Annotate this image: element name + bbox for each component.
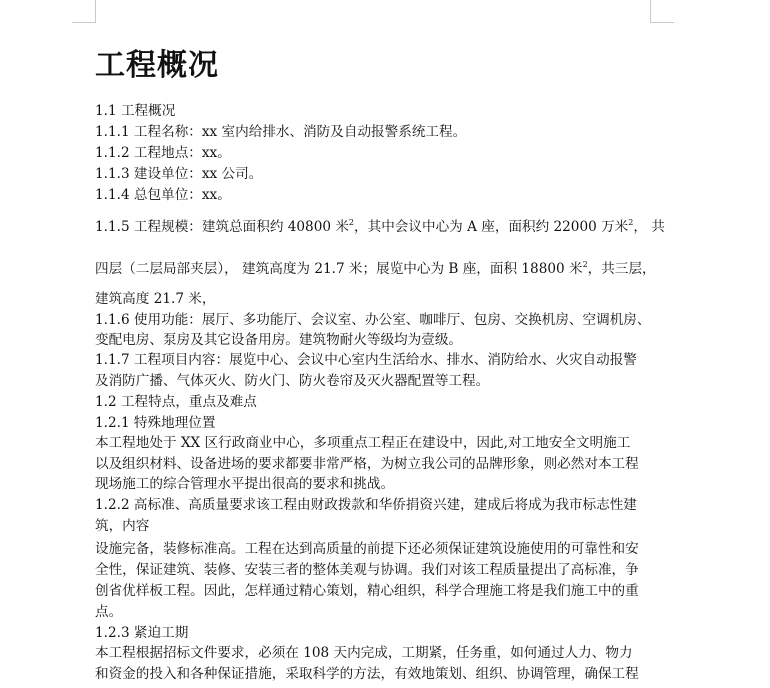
scale-text-b: ，其中会议中心为 A 座，面积约 22000 万米 xyxy=(354,219,629,235)
text-line-scale xyxy=(95,218,665,236)
margin-mark-top-right-vertical xyxy=(650,0,651,22)
text-line: 变配电房、泵房及其它设备用房。建筑物耐火等级均为壹级。 xyxy=(95,332,463,348)
text-line: 1.2.2 高标准、高质量要求该工程由财政拨款和华侨捐资兴建，建成后将成为我市标志性建 xyxy=(95,497,637,513)
margin-mark-top-right xyxy=(650,12,674,23)
text-line: 设施完备，装修标准高。工程在达到高质量的前提下还必须保证建筑设施使用的可靠性和安 xyxy=(95,541,639,557)
text-line: 本工程根据招标文件要求，必须在 108 天内完成，工期紧，任务重，如何通过人力、物力 xyxy=(95,645,633,661)
text-line: 以及组织材料、设备进场的要求都要非常严格，为树立我公司的品牌形象，则必然对本工程 xyxy=(95,456,639,472)
subsection-heading: 1.2.1 特殊地理位置 xyxy=(95,415,216,431)
margin-mark-top-left xyxy=(72,12,96,23)
text-line-floors xyxy=(95,260,656,278)
text-line: 筑，内容 xyxy=(95,518,150,534)
text-line: 1.1.2 工程地点：xx。 xyxy=(95,145,231,161)
page-title: 工程概况 xyxy=(95,48,219,83)
text-line: 建筑高度 21.7 米， xyxy=(95,291,216,307)
text-line: 1.1.6 使用功能：展厅、多功能厅、会议室、办公室、咖啡厅、包房、交换机房、空调机房、 xyxy=(95,312,651,328)
text-line: 及消防广播、气体灭火、防火门、防火卷帘及灭火器配置等工程。 xyxy=(95,373,490,389)
floors-text-b: ，共三层， xyxy=(587,261,656,277)
text-line: 点。 xyxy=(95,604,123,620)
margin-mark-top-left-vertical xyxy=(95,0,96,22)
text-line: 1.1.3 建设单位：xx 公司。 xyxy=(95,166,263,182)
subsection-heading: 1.2.3 紧迫工期 xyxy=(95,625,189,641)
superscript: 2 xyxy=(582,260,588,269)
floors-text-a: 四层（二层局部夹层）， 建筑高度为 21.7 米；展览中心为 B 座，面积 18800 米 xyxy=(95,261,583,277)
superscript: 2 xyxy=(628,218,634,227)
text-line: 全性，保证建筑、装修、安装三者的整体美观与协调。我们对该工程质量提出了高标准，争 xyxy=(95,562,639,578)
text-line: 本工程地处于 XX 区行政商业中心，多项重点工程正在建设中，因此,对工地安全文明施工 xyxy=(95,435,631,451)
text-line: 和资金的投入和各种保证措施，采取科学的方法，有效地策划、组织、协调管理，确保工程 xyxy=(95,666,639,682)
text-line: 1.1.1 工程名称：xx 室内给排水、消防及自动报警系统工程。 xyxy=(95,124,467,140)
scale-text-a: 1.1.5 工程规模：建筑总面积约 40800 米 xyxy=(95,219,349,235)
scale-text-c: ， 共 xyxy=(633,219,665,235)
text-line: 1.1.4 总包单位：xx。 xyxy=(95,187,231,203)
section-heading: 1.2 工程特点，重点及难点 xyxy=(95,394,257,410)
text-line: 创省优样板工程。因此，怎样通过精心策划，精心组织，科学合理施工将是我们施工中的重 xyxy=(95,583,639,599)
text-line: 现场施工的综合管理水平提出很高的要求和挑战。 xyxy=(95,476,395,492)
section-heading: 1.1 工程概况 xyxy=(95,103,176,119)
superscript: 2 xyxy=(348,218,355,227)
text-line: 1.1.7 工程项目内容：展览中心、会议中心室内生活给水、排水、消防给水、火灾自动报警 xyxy=(95,352,637,368)
